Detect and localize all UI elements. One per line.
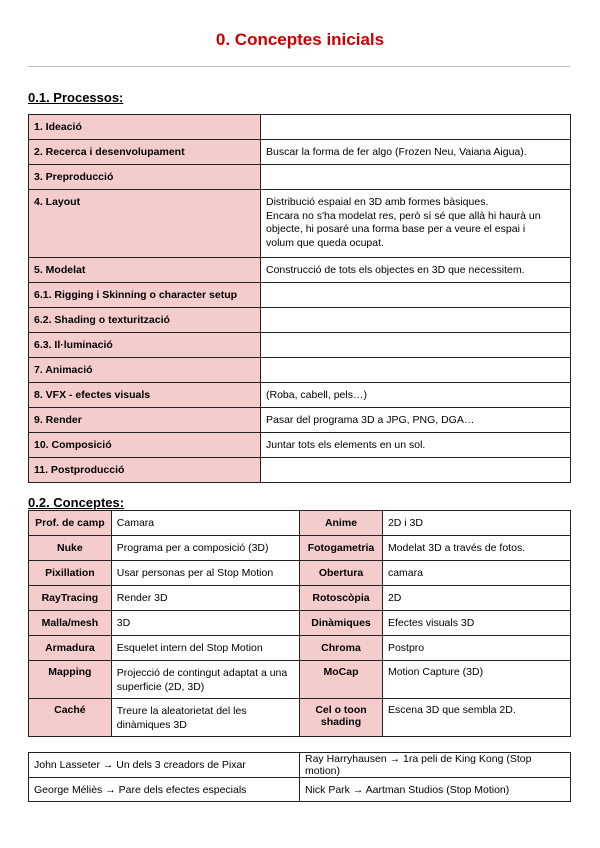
concept-definition: 2D <box>382 586 570 611</box>
concept-definition: Efectes visuals 3D <box>382 611 570 636</box>
table-row <box>29 511 571 536</box>
person-note: Nick Park → Aartman Studios (Stop Motion) <box>300 778 571 802</box>
process-label: 6.3. Il·luminació <box>29 333 261 358</box>
process-value <box>261 458 571 483</box>
concept-term: Malla/mesh <box>29 611 112 636</box>
concept-term: RayTracing <box>29 586 112 611</box>
table-row <box>29 611 571 636</box>
table-row <box>29 778 571 802</box>
process-value <box>261 358 571 383</box>
table-row <box>29 308 571 333</box>
process-value: (Roba, cabell, pels…) <box>261 383 571 408</box>
table-row <box>29 383 571 408</box>
process-label: 2. Recerca i desenvolupament <box>29 140 261 165</box>
table-row <box>29 408 571 433</box>
concept-definition: Camara <box>111 511 299 536</box>
process-label: 7. Animació <box>29 358 261 383</box>
table-row <box>29 165 571 190</box>
process-value-line: volum que queda ocupat. <box>266 236 384 249</box>
table-row <box>29 536 571 561</box>
table-row <box>29 753 571 778</box>
concept-term: Fotogametria <box>300 536 383 561</box>
concept-definition: Treure la aleatorietat del les dinàmiques 3D <box>111 699 299 737</box>
concept-definition: Programa per a composició (3D) <box>111 536 299 561</box>
processos-table <box>28 114 571 483</box>
concept-definition: Postpro <box>382 636 570 661</box>
concept-definition: Motion Capture (3D) <box>382 661 570 699</box>
process-label: 9. Render <box>29 408 261 433</box>
concept-definition: Render 3D <box>111 586 299 611</box>
table-row <box>29 699 571 737</box>
table-row <box>29 358 571 383</box>
table-row <box>29 433 571 458</box>
concept-term: Dinàmiques <box>300 611 383 636</box>
process-value <box>261 190 571 258</box>
process-value: Construcció de tots els objectes en 3D que necessitem. <box>261 258 571 283</box>
person-note: Ray Harryhausen → 1ra peli de King Kong (Stop motion) <box>300 753 571 778</box>
process-label: 1. Ideació <box>29 115 261 140</box>
process-value-line: objecte, hi posaré una forma base per a veure el espai i <box>266 223 526 235</box>
concept-definition: camara <box>382 561 570 586</box>
process-value <box>261 115 571 140</box>
conceptes-table <box>28 510 571 737</box>
concept-definition: Projecció de contingut adaptat a una superficie (2D, 3D) <box>111 661 299 699</box>
table-row <box>29 283 571 308</box>
process-label: 10. Composició <box>29 433 261 458</box>
table-row <box>29 458 571 483</box>
concept-definition: 3D <box>111 611 299 636</box>
concept-term: Pixillation <box>29 561 112 586</box>
section-heading-processos: 0.1. Processos: <box>28 90 124 105</box>
process-value: Pasar del programa 3D a JPG, PNG, DGA… <box>261 408 571 433</box>
concept-term: Mapping <box>29 661 112 699</box>
concept-definition: 2D i 3D <box>382 511 570 536</box>
concept-definition: Modelat 3D a través de fotos. <box>382 536 570 561</box>
process-label: 8. VFX - efectes visuals <box>29 383 261 408</box>
table-row <box>29 561 571 586</box>
table-row <box>29 333 571 358</box>
process-value: Buscar la forma de fer algo (Frozen Neu, Vaiana Aigua). <box>261 140 571 165</box>
concept-term: Prof. de camp <box>29 511 112 536</box>
person-note: John Lasseter → Un dels 3 creadors de Pixar <box>29 753 300 778</box>
concept-term: Chroma <box>300 636 383 661</box>
people-table <box>28 752 571 802</box>
section-heading-conceptes: 0.2. Conceptes: <box>28 495 125 510</box>
process-value <box>261 165 571 190</box>
process-label: 6.1. Rigging i Skinning o character setup <box>29 283 261 308</box>
concept-term: Armadura <box>29 636 112 661</box>
table-row <box>29 661 571 699</box>
table-row <box>29 115 571 140</box>
process-value <box>261 333 571 358</box>
process-value-line: Distribució espaial en 3D amb formes bàsiques. <box>266 196 489 208</box>
process-value <box>261 283 571 308</box>
process-value <box>261 308 571 333</box>
process-label: 4. Layout <box>29 190 261 258</box>
table-row <box>29 586 571 611</box>
table-row <box>29 140 571 165</box>
concept-term: Nuke <box>29 536 112 561</box>
concept-term: Caché <box>29 699 112 737</box>
concept-term: Rotoscòpia <box>300 586 383 611</box>
concept-definition: Usar personas per al Stop Motion <box>111 561 299 586</box>
process-value-line: Encara no s'ha modelat res, però sí sé que allà hi haurà un <box>266 209 541 222</box>
page-title: 0. Conceptes inicials <box>215 30 385 49</box>
title-divider <box>28 66 570 67</box>
process-value: Juntar tots els elements en un sol. <box>261 433 571 458</box>
person-note: George Méliès → Pare dels efectes especials <box>29 778 300 802</box>
process-label: 5. Modelat <box>29 258 261 283</box>
table-row <box>29 636 571 661</box>
process-label: 3. Preproducció <box>29 165 261 190</box>
concept-term: Obertura <box>300 561 383 586</box>
table-row <box>29 258 571 283</box>
concept-definition: Escena 3D que sembla 2D. <box>382 699 570 737</box>
process-label: 6.2. Shading o texturització <box>29 308 261 333</box>
concept-term: Cel o toon shading <box>300 699 383 737</box>
concept-term: MoCap <box>300 661 383 699</box>
table-row <box>29 190 571 258</box>
process-label: 11. Postproducció <box>29 458 261 483</box>
concept-definition: Esquelet intern del Stop Motion <box>111 636 299 661</box>
concept-term: Anime <box>300 511 383 536</box>
